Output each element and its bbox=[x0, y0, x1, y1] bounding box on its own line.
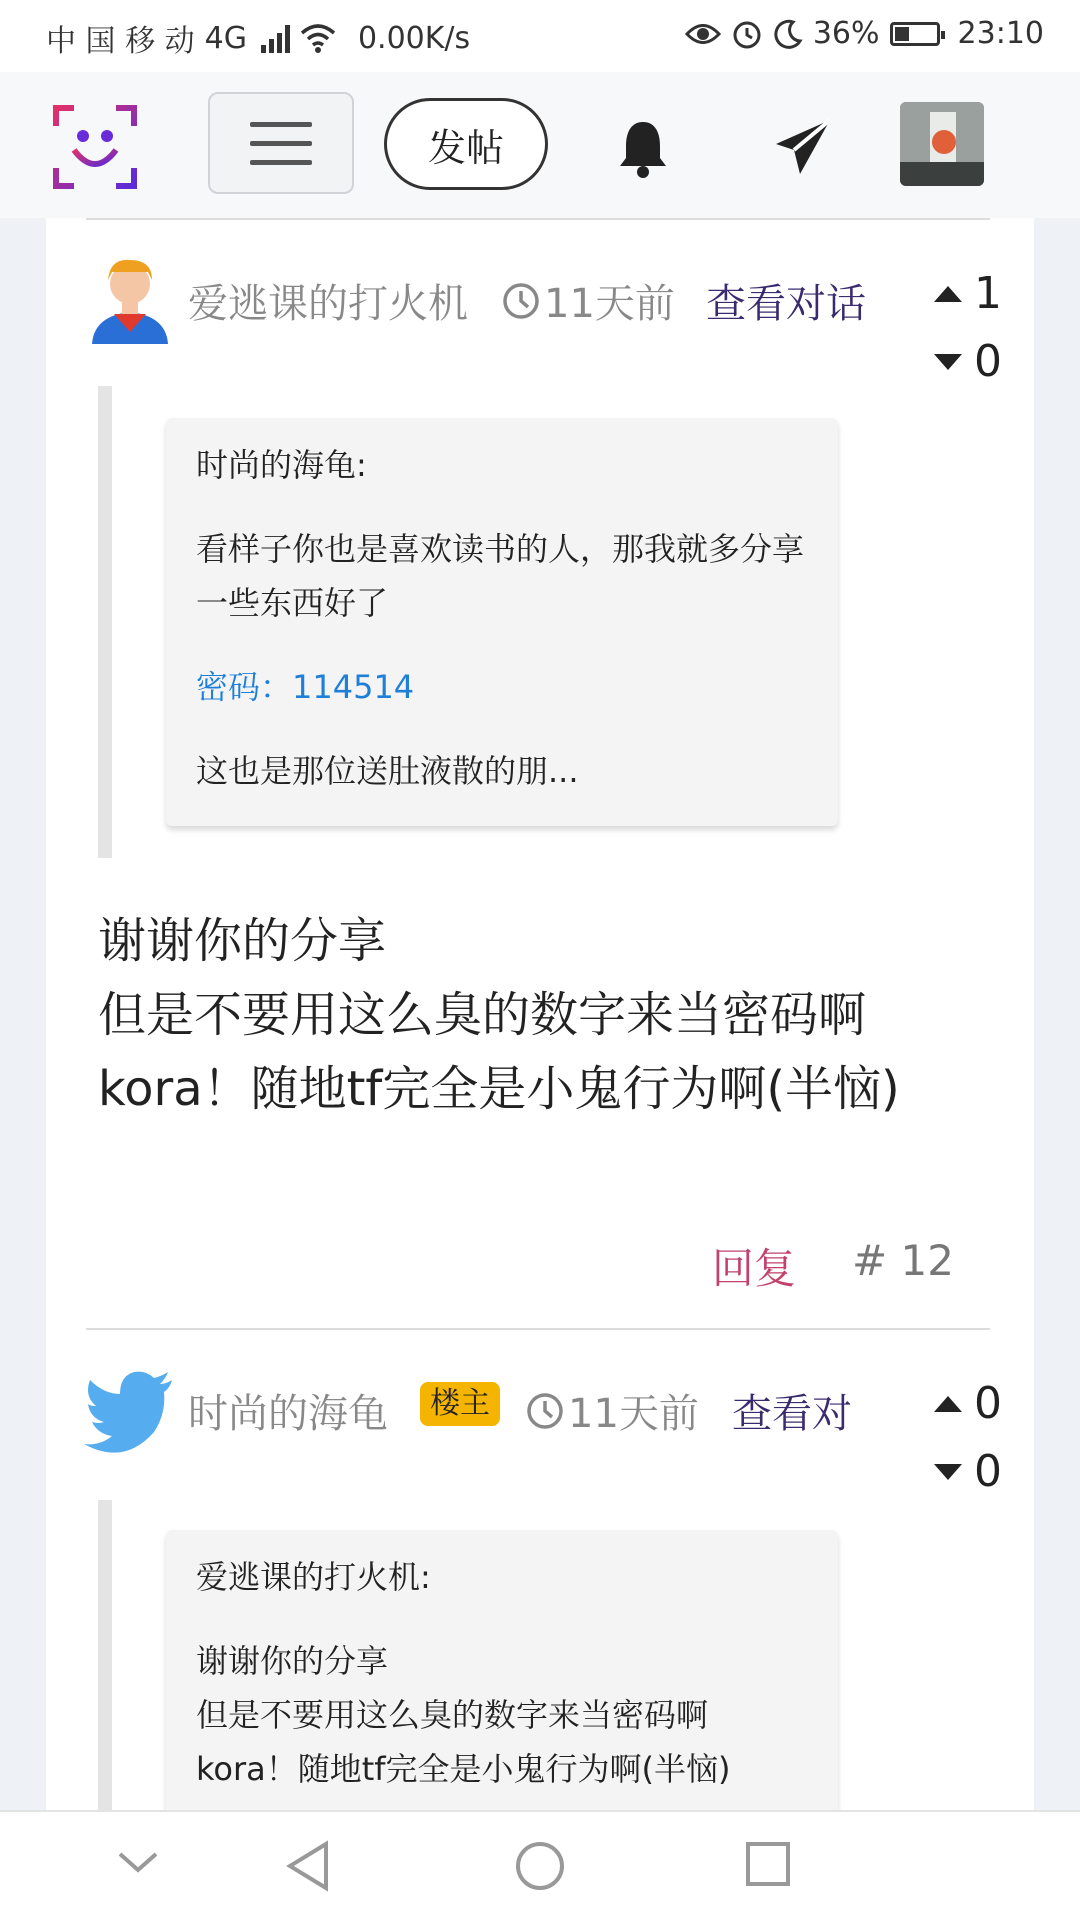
upvote-icon[interactable] bbox=[934, 286, 962, 302]
network-label: 4G bbox=[204, 20, 247, 56]
alarm-icon bbox=[731, 18, 763, 50]
downvote-icon[interactable] bbox=[934, 354, 962, 370]
quote-bar bbox=[98, 386, 112, 858]
battery-percent: 36% bbox=[812, 16, 880, 51]
quote-text: 谢谢你的分享 但是不要用这么臭的数字来当密码啊kora！随地tf完全是小鬼行为啊(半恼) bbox=[196, 1642, 731, 1788]
site-logo-icon[interactable] bbox=[52, 104, 138, 190]
upvote[interactable] bbox=[934, 268, 1002, 319]
user-avatar[interactable] bbox=[900, 102, 984, 186]
upvote-count: 0 bbox=[974, 1378, 1002, 1429]
quote-bar bbox=[98, 1500, 112, 1810]
time-text: 11天前 bbox=[568, 1391, 699, 1437]
upvote-count: 1 bbox=[974, 268, 1002, 319]
quote-author: 时尚的海龟: bbox=[196, 446, 367, 484]
app-header bbox=[0, 72, 1080, 218]
downvote[interactable] bbox=[934, 336, 1002, 387]
op-badge: 楼主 bbox=[420, 1382, 500, 1426]
eye-icon bbox=[685, 21, 721, 47]
view-conversation-link[interactable]: 查看对话 bbox=[706, 281, 866, 327]
recent-apps-icon[interactable] bbox=[744, 1840, 792, 1888]
downvote-count: 0 bbox=[974, 1446, 1002, 1497]
battery-icon bbox=[890, 22, 940, 46]
quote-author: 爱逃课的打火机: bbox=[196, 1558, 431, 1596]
comment-username[interactable]: 爱逃课的打火机 bbox=[188, 281, 468, 327]
comment-username[interactable]: 时尚的海龟 bbox=[188, 1391, 388, 1437]
new-post-button[interactable]: 发帖 bbox=[384, 98, 548, 190]
upvote-icon[interactable] bbox=[934, 1396, 962, 1412]
collapse-icon[interactable] bbox=[116, 1848, 160, 1878]
downvote-count: 0 bbox=[974, 336, 1002, 387]
clock-icon bbox=[526, 1392, 564, 1430]
signal-icon bbox=[261, 23, 290, 53]
upvote[interactable] bbox=[934, 1378, 1002, 1429]
quoted-comment[interactable] bbox=[166, 1530, 838, 1810]
quote-text-2: 这也是那位送肚液散的朋... bbox=[196, 752, 579, 790]
downvote-icon[interactable] bbox=[934, 1464, 962, 1480]
carrier-label: 中 国 移 动 bbox=[46, 24, 195, 59]
system-nav-bar bbox=[0, 1810, 1080, 1920]
menu-icon bbox=[250, 122, 312, 127]
downvote[interactable] bbox=[934, 1446, 1002, 1497]
comment-time bbox=[502, 272, 675, 329]
moon-icon bbox=[773, 19, 803, 49]
comment-time bbox=[526, 1382, 699, 1439]
comment-item bbox=[46, 218, 1034, 1328]
bell-icon[interactable] bbox=[616, 118, 670, 178]
clock-icon bbox=[502, 282, 540, 320]
quote-password-link[interactable]: 密码：114514 bbox=[196, 668, 415, 706]
quote-text: 看样子你也是喜欢读书的人，那我就多分享一些东西好了 bbox=[196, 530, 805, 622]
view-conversation-link[interactable]: 查看对 bbox=[732, 1391, 852, 1437]
quoted-comment[interactable] bbox=[166, 418, 838, 826]
reply-button[interactable]: 回复 bbox=[712, 1244, 797, 1293]
comment-item bbox=[46, 1330, 1034, 1810]
status-bar bbox=[0, 0, 1080, 72]
menu-button[interactable] bbox=[208, 92, 354, 194]
send-icon[interactable] bbox=[774, 118, 832, 176]
back-icon[interactable] bbox=[284, 1840, 332, 1892]
home-icon[interactable] bbox=[514, 1840, 566, 1892]
net-speed: 0.00K/s bbox=[357, 20, 471, 56]
time-text: 11天前 bbox=[544, 281, 675, 327]
avatar-image bbox=[900, 102, 984, 186]
user-avatar-twitter-bird[interactable] bbox=[84, 1362, 176, 1454]
clock-time: 23:10 bbox=[957, 16, 1044, 51]
floor-number: # 12 bbox=[852, 1236, 954, 1285]
user-avatar-superhero[interactable] bbox=[84, 252, 176, 344]
wifi-icon bbox=[300, 23, 336, 53]
comment-list bbox=[46, 218, 1034, 1810]
comment-body: 谢谢你的分享 但是不要用这么臭的数字来当密码啊kora！随地tf完全是小鬼行为啊(半恼) bbox=[98, 913, 900, 1117]
